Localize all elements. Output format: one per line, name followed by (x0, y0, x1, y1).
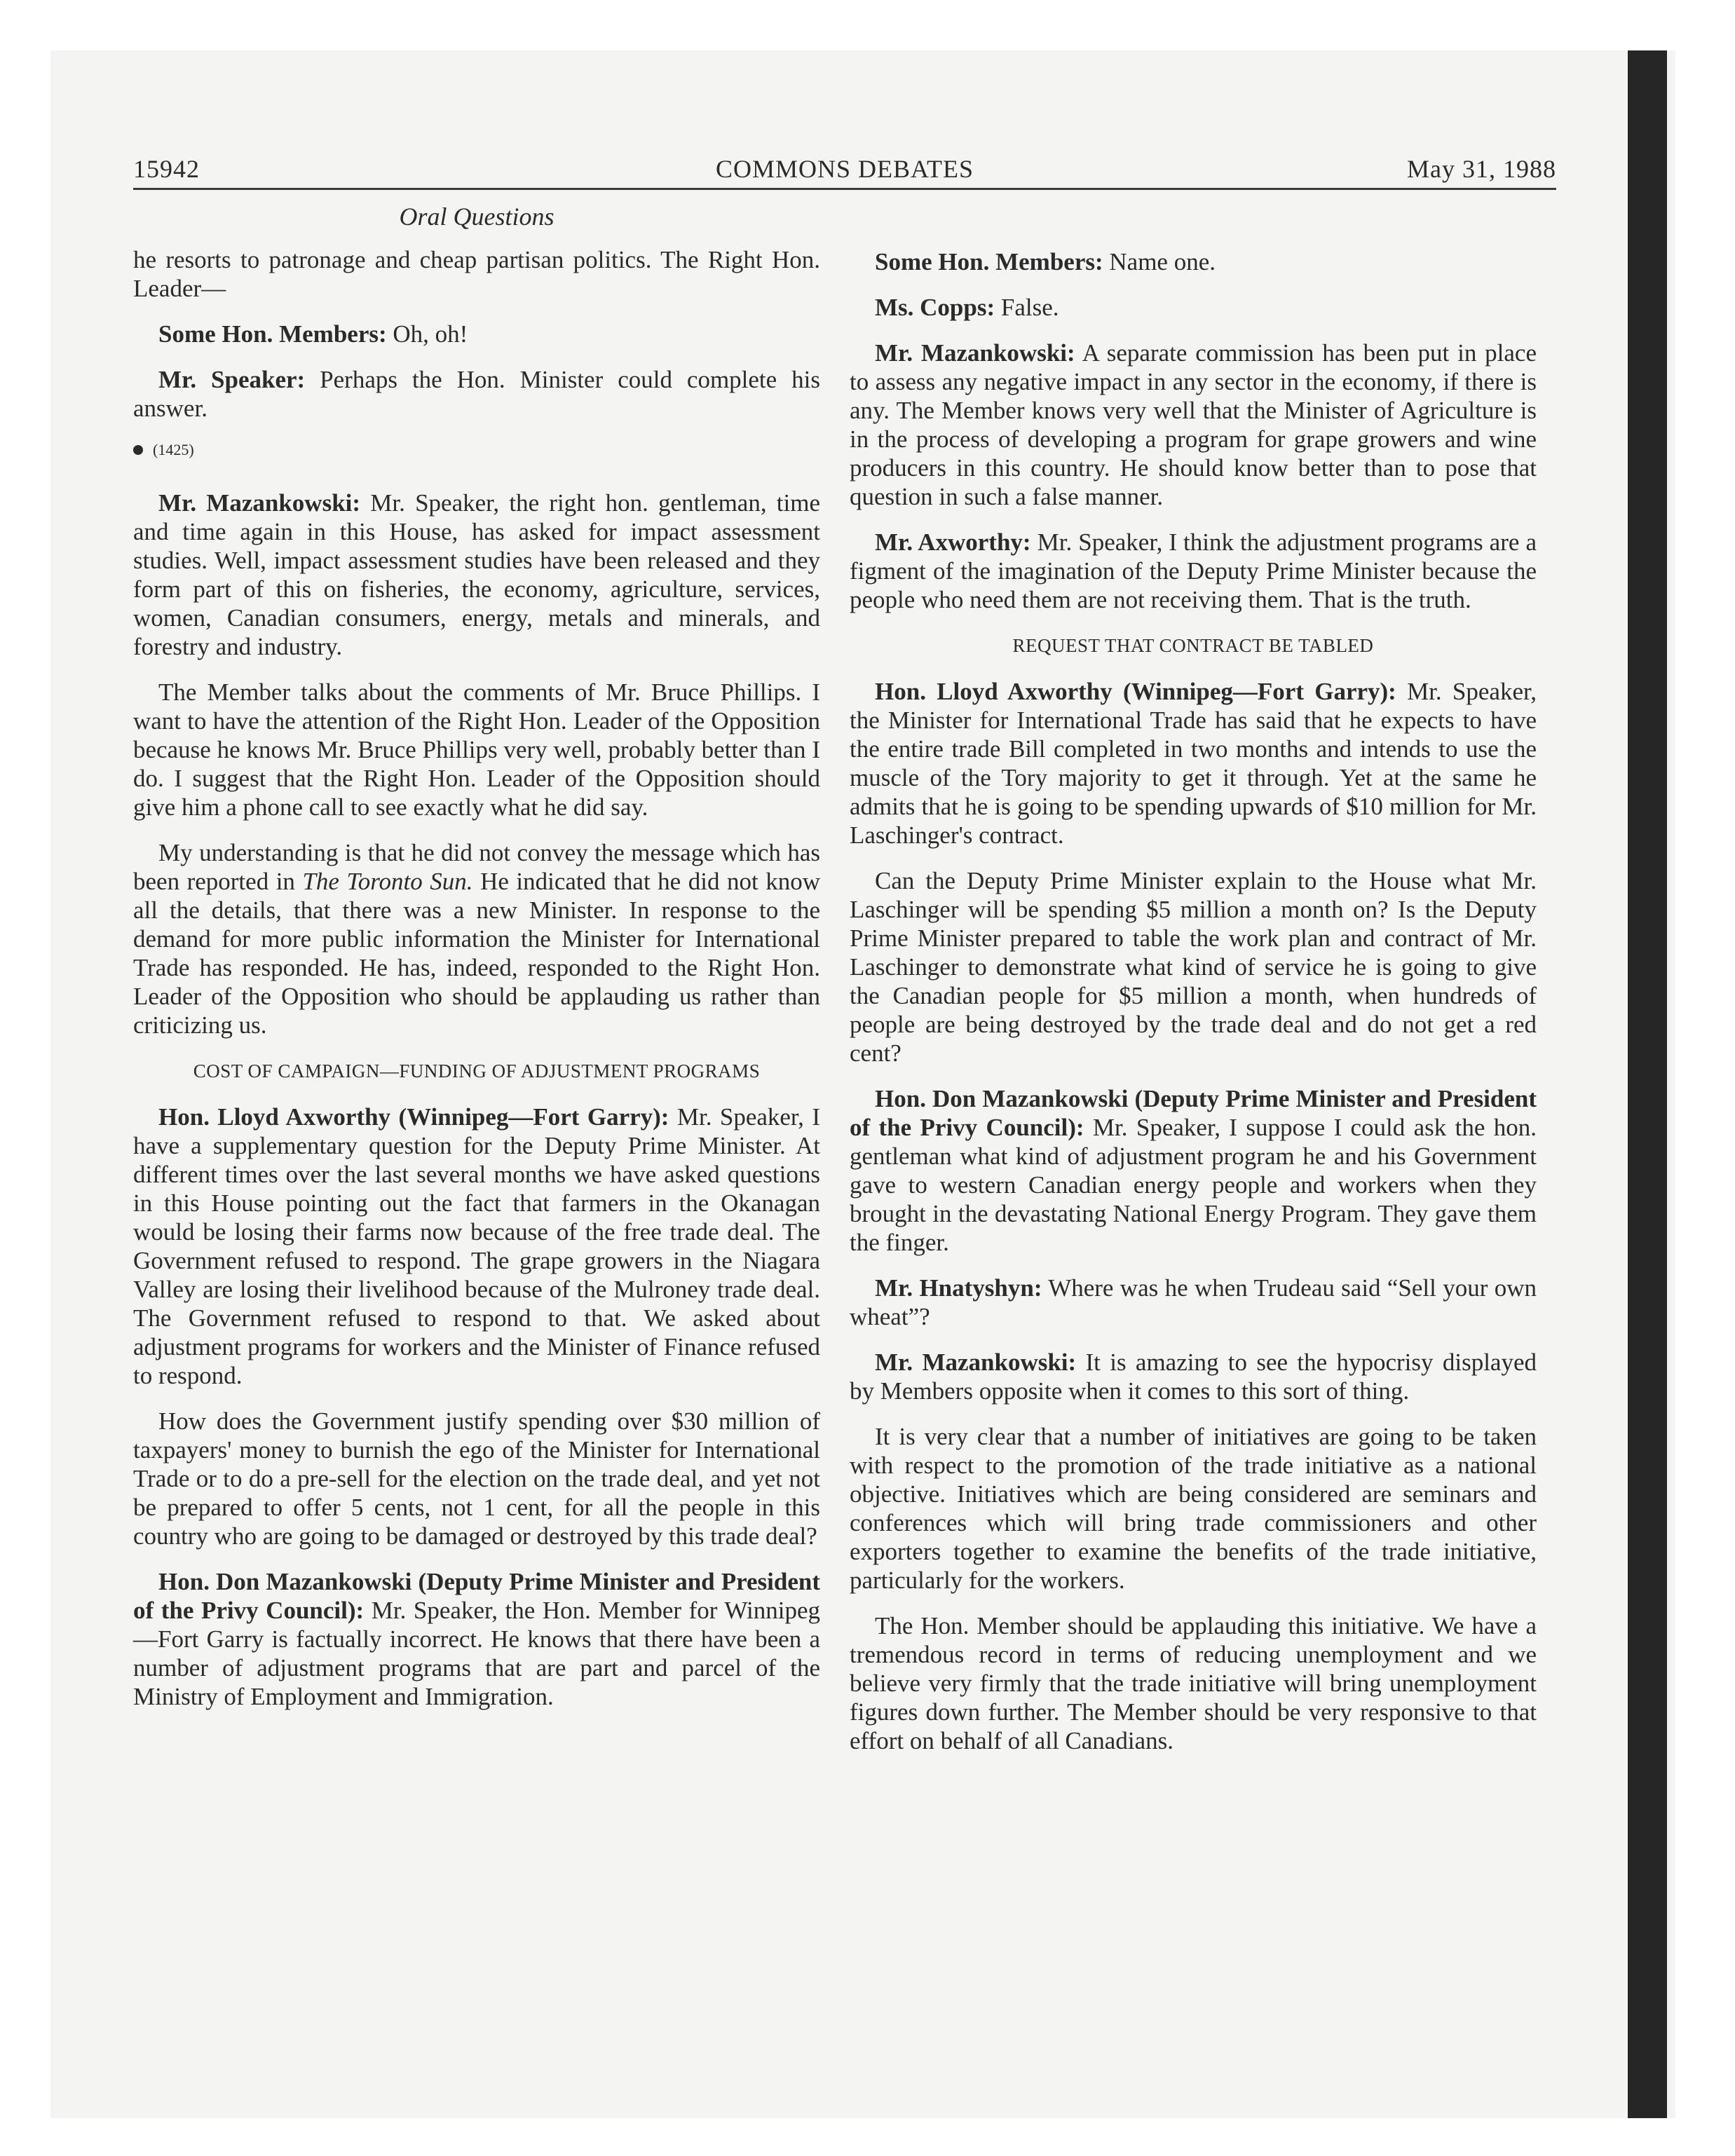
paragraph: he resorts to patronage and cheap partisan politics. The Right Hon. Leader— (133, 246, 820, 302)
paragraph: How does the Government justify spending over $30 million of taxpayers' money to burnish the ego of the Minister for International Trade or to do a pre-sell for the election on the trade deal, and yet not be prepared to offer 5 cents, not 1 cent, for all the people in this country who are going to be damaged or destroyed by this trade deal? (133, 1407, 820, 1550)
journal-title: COMMONS DEBATES (715, 155, 974, 183)
subject-heading: REQUEST THAT CONTRACT BE TABLED (1012, 635, 1374, 656)
speaker-name: Ms. Copps: (875, 294, 995, 321)
speaker-name: Some Hon. Members: (158, 320, 387, 348)
paragraph (133, 838, 820, 1039)
speaker-name: Some Hon. Members: (875, 248, 1103, 275)
paragraph: It is very clear that a number of initiatives are going to be taken with respect to the promotion of the trade initiative as a national objective. Initiatives which are being considered are seminars and conferences which will bring trade commissioners and other exporters together to examine the benefits of the trade initiative, particularly for the workers. (850, 1423, 1537, 1594)
paragraph: Can the Deputy Prime Minister explain to the House what Mr. Laschinger will be spending $5 million a month on? Is the Deputy Prime Minister prepared to table the work plan and contract of Mr. Laschinger to demonstrate what kind of service he is going to give the Canadian people for $5 million a month, when hundreds of people are being destroyed by the trade deal and do not get a red cent? (850, 867, 1537, 1067)
speech-text: Oh, oh! (386, 320, 468, 348)
speech-paragraph (133, 1567, 820, 1711)
speaker-name: Hon. Don Mazankowski (Deputy Prime Minister and President of the Privy Council): (850, 1085, 1537, 1141)
paragraph: The Hon. Member should be applauding this initiative. We have a tremendous record in terms of reducing unemployment and we believe very firmly that the trade initiative will bring unemployment figures down further. The Member should be very responsive to that effort on behalf of all Canadians. (850, 1612, 1537, 1754)
speech-text: Mr. Speaker, the Hon. Member for Winnipeg—Fort Garry is factually incorrect. He knows that there have been a number of adjustment programs that are part and parcel of the Ministry of Employment and Immigration. (133, 1597, 820, 1710)
newspaper-title: The Toronto Sun. (302, 868, 473, 895)
speech-paragraph (850, 528, 1537, 614)
speaker-name: Mr. Mazankowski: (875, 339, 1075, 367)
speech-paragraph (850, 677, 1537, 850)
speaker-name: Mr. Hnatyshyn: (875, 1274, 1042, 1302)
running-header (133, 149, 1556, 190)
speaker-name: Mr. Mazankowski: (875, 1349, 1077, 1376)
speech-paragraph (850, 1348, 1537, 1405)
speech-text: False. (995, 294, 1059, 321)
speech-text: Mr. Speaker, the Minister for International Trade has said that he expects to have the entire trade Bill completed in two months and intends to use the muscle of the Tory majority to get it through. Yet at the same he admits that he is going to be spending upwards of $10 million for Mr. Laschinger's contract. (850, 678, 1537, 849)
speech-text: Mr. Speaker, I have a supplementary question for the Deputy Prime Minister. At different times over the last several months we have asked questions in this House pointing out the fact that farmers in the Okanagan would be losing their farms now because of the free trade deal. The Government refused to respond. The grape growers in the Niagara Valley are losing their livelihood because of the Mulroney trade deal. The Government refused to respond to that. We asked about adjustment programs for workers and the Minister of Finance refused to respond. (133, 1103, 820, 1389)
speech-paragraph (850, 339, 1537, 511)
speech-text: Name one. (1103, 248, 1216, 275)
speech-paragraph (850, 1084, 1537, 1257)
speaker-name: Mr. Mazankowski: (158, 489, 361, 517)
page-number: 15942 (133, 155, 200, 183)
paragraph-text: He indicated that he did not know all the details, that there was a new Minister. In response to the demand for more public information the Minister for International Trade has responded. He has, indeed, responded to the Right Hon. Leader of the Opposition who should be applauding us rather than criticizing us. (133, 868, 820, 1039)
left-column (133, 245, 820, 1728)
speech-text: It is amazing to see the hypocrisy displayed by Members opposite when it comes to this sort of thing. (850, 1349, 1537, 1405)
speaker-name: Hon. Don Mazankowski (Deputy Prime Minister and President of the Privy Council): (133, 1568, 820, 1624)
paragraph: The Member talks about the comments of Mr. Bruce Phillips. I want to have the attention of the Right Hon. Leader of the Opposition because he knows Mr. Bruce Phillips very well, probably better than I do. I suggest that the Right Hon. Leader of the Opposition should give him a phone call to see exactly what he did say. (133, 678, 820, 821)
time-marker (133, 439, 820, 460)
speaker-name: Hon. Lloyd Axworthy (Winnipeg—Fort Garry): (158, 1103, 669, 1131)
speech-text: Perhaps the Hon. Minister could complete his answer. (133, 366, 820, 422)
speech-paragraph (133, 365, 820, 423)
binding-edge (1628, 50, 1667, 2118)
speech-paragraph (133, 489, 820, 661)
section-label: Oral Questions (399, 203, 554, 231)
subject-heading: COST OF CAMPAIGN—FUNDING OF ADJUSTMENT PROGRAMS (193, 1060, 761, 1082)
right-column (850, 247, 1537, 1772)
speech-paragraph (850, 293, 1537, 322)
bullet-icon (133, 445, 143, 455)
speech-text: Mr. Speaker, the right hon. gentleman, time and time again in this House, has asked for impact assessment studies. Well, impact assessment studies have been released and they form part of this on fisheries, the economy, agriculture, services, women, Canadian consumers, energy, metals and minerals, and forestry and industry. (133, 489, 820, 660)
speech-text: Mr. Speaker, I think the adjustment programs are a figment of the imagination of the Deputy Prime Minister because the people who need them are not receiving them. That is the truth. (850, 528, 1537, 613)
speech-text: Mr. Speaker, I suppose I could ask the hon. gentleman what kind of adjustment program he and his Government gave to western Canadian energy people and workers when they brought in the devastating National Energy Program. They gave them the finger. (850, 1114, 1537, 1256)
speech-paragraph (133, 1103, 820, 1390)
speech-text: Where was he when Trudeau said “Sell your own wheat”? (850, 1274, 1537, 1330)
time-marker-text: (1425) (153, 441, 194, 458)
speech-paragraph (850, 247, 1537, 276)
speech-text: A separate commission has been put in place to assess any negative impact in any sector in the economy, if there is any. The Member knows very well that the Minister of Agriculture is in the process of developing a program for grape growers and wine producers in this country. He should know better than to pose that question in such a false manner. (850, 339, 1537, 510)
speaker-name: Mr. Axworthy: (875, 528, 1031, 556)
speech-paragraph (850, 1274, 1537, 1331)
speech-paragraph (133, 320, 820, 348)
speaker-name: Mr. Speaker: (158, 366, 306, 393)
issue-date: May 31, 1988 (1407, 155, 1556, 183)
paragraph-text: My understanding is that he did not convey the message which has been reported in (133, 839, 820, 895)
speaker-name: Hon. Lloyd Axworthy (Winnipeg—Fort Garry): (875, 678, 1396, 705)
